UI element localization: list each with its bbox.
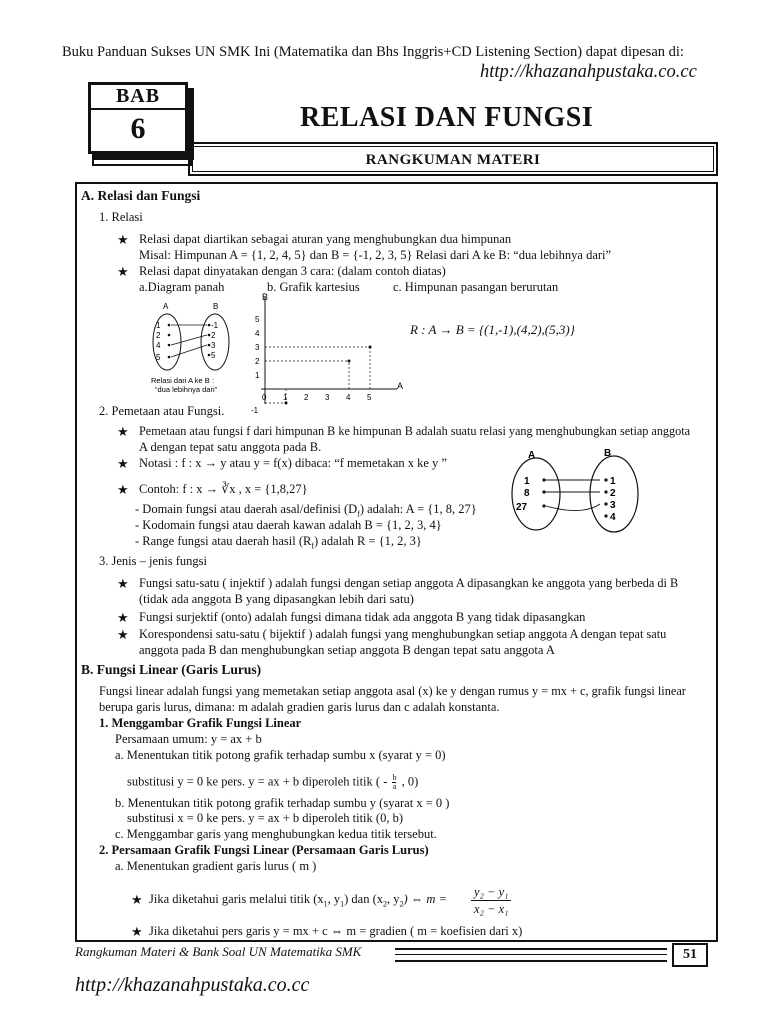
bullet-star: ★ [117, 232, 129, 247]
bullet-star: ★ [131, 892, 143, 907]
chapter-number: 6 [91, 108, 185, 148]
y-tick-label: 1 [255, 371, 260, 380]
jenis-line-4: Korespondensi satu-satu ( bijektif ) adalah fungsi yang menghubungkan setiap anggota A dengan tepat satu [139, 627, 667, 641]
bullet-star: ★ [117, 482, 129, 497]
set-b-element: -1 [211, 321, 219, 330]
set-a-element: 2 [156, 331, 161, 340]
bullet-star: ★ [117, 610, 129, 625]
set-a-element: 4 [156, 341, 161, 350]
set-a-dot [168, 324, 171, 327]
footer-divider [395, 948, 667, 962]
set-a-element: 5 [156, 353, 161, 362]
linear-s2-line-1: a. Menentukan gradient garis lurus ( m ) [115, 859, 317, 873]
x-tick-label: 4 [346, 393, 351, 402]
set-a-dot [542, 504, 545, 507]
footer-text: Rangkuman Materi & Bank Soal UN Matematika SMK [75, 944, 362, 959]
set-b-dot [604, 502, 607, 505]
set-a-element: 1 [524, 476, 530, 487]
set-b-element: 3 [610, 500, 616, 511]
chapter-box [88, 82, 188, 154]
set-b-element: 1 [610, 476, 616, 487]
linear-s2-line-3: Jika diketahui pers garis y = mx + c ⇔ m = gradien ( m = koefisien dari x) [149, 924, 523, 938]
set-b-dot [208, 354, 211, 357]
set-a-label: A [528, 450, 536, 461]
jenis-line-1: Fungsi satu-satu ( injektif ) adalah fungsi dengan setiap anggota A dipasangkan ke anggota yang berbeda di B [139, 576, 679, 590]
relasi-line-1: Relasi dapat diartikan sebagai aturan yang menghubungkan dua himpunan [139, 232, 512, 246]
set-b-dot [208, 334, 211, 337]
set-b-label: B [213, 302, 219, 311]
x-axis-label: A [397, 381, 404, 391]
set-a-ellipse [512, 458, 560, 530]
set-a-element: 8 [524, 488, 530, 499]
linear-s1-line-4: b. Menentukan titik potong grafik terhadap sumbu y (syarat x = 0 ) [115, 796, 450, 810]
pemetaan-line-2: A dengan tepat satu anggota pada B. [139, 440, 322, 454]
pemetaan-title: 2. Pemetaan atau Fungsi. [99, 404, 225, 418]
linear-s2-title: 2. Persamaan Grafik Fungsi Linear (Persamaan Garis Lurus) [99, 843, 429, 857]
x-tick-label: 0 [262, 393, 267, 402]
set-a-label: A [163, 302, 169, 311]
pemetaan-line-5: - Domain fungsi atau daerah asal/definisi $(D_f)$ adalah: A = {1, 8, 27} [135, 502, 477, 519]
linear-s1-title: 1. Menggambar Grafik Fungsi Linear [99, 716, 302, 730]
jenis-title: 3. Jenis – jenis fungsi [99, 554, 207, 568]
diagram-caption-1: Relasi dari A ke B : [151, 376, 214, 385]
diagram-caption-2: “dua lebihnya dari” [155, 385, 218, 394]
linear-s1-line-1: Persamaan umum: y = ax + b [115, 732, 262, 746]
arrow-diagram-1 [137, 297, 247, 397]
y-tick-label: 4 [255, 329, 260, 338]
relasi-line-2: Misal: Himpunan A = {1, 2, 4, 5} dan B = {-1, 2, 3, 5} Relasi dari A ke B: “dua lebihnya dari” [139, 248, 612, 262]
way-b: b. Grafik kartesius [267, 280, 360, 294]
linear-s1-line-3: substitusi y = 0 ke pers. y = ax + b diperoleh titik ( - $\frac{b}{a}$ , 0) [127, 773, 419, 791]
set-a-element: 27 [516, 502, 528, 513]
bullet-star: ★ [117, 264, 129, 279]
data-point [285, 402, 288, 405]
set-b-dot [208, 344, 211, 347]
y-axis-label: B [262, 292, 269, 302]
set-b-element: 5 [211, 351, 216, 360]
cartesian-chart [247, 289, 404, 415]
y-tick-label: 3 [255, 343, 260, 352]
bullet-star: ★ [131, 924, 143, 939]
chapter-box-stand [92, 154, 192, 166]
set-b-element: 3 [211, 341, 216, 350]
pemetaan-line-4: Contoh: f : x → ∛x , x = {1,8,27} [139, 482, 308, 496]
data-point [369, 346, 372, 349]
way-a: a.Diagram panah [139, 280, 225, 294]
set-b-element: 4 [610, 512, 616, 523]
jenis-line-2: (tidak ada anggota B yang dipasangkan lebih dari satu) [139, 592, 414, 606]
content-frame [75, 182, 718, 942]
pemetaan-line-1: Pemetaan atau fungsi f dari himpunan B ke himpunan B adalah suatu relasi yang menghubungkan setiap anggota [139, 424, 691, 438]
way-c: c. Himpunan pasangan berurutan [393, 280, 559, 294]
y-tick-label: 5 [255, 315, 260, 324]
relasi-title: 1. Relasi [99, 210, 143, 224]
set-a-dot [168, 334, 171, 337]
linear-s1-line-5: substitusi x = 0 ke pers. y = ax + b diperoleh titik (0, b) [127, 811, 403, 825]
subtitle: RANGKUMAN MATERI [192, 146, 714, 172]
linear-s1-line-2: a. Menentukan titik potong grafik terhadap sumbu x (syarat y = 0) [115, 748, 446, 762]
set-b-dot [604, 514, 607, 517]
linear-intro-1: Fungsi linear adalah fungsi yang memetakan setiap anggota asal (x) ke y dengan rumus y = mx + c, grafik fungsi linear [99, 684, 686, 698]
x-tick-label: 5 [367, 393, 372, 402]
linear-s2-line-2: Jika diketahui garis melalui titik ($x_1$, $y_1$) dan ($x_2$, $y_2$) ⇔ m = [149, 892, 447, 909]
ordered-pairs: R : A → B = {(1,-1),(4,2),(5,3)} [410, 322, 575, 337]
gradient-fraction: y₂ − y₁ x₂ − x₁ [471, 884, 511, 917]
jenis-line-5: anggota pada B dan menghubungkan setiap anggota B dengan tepat satu anggota A [139, 643, 555, 657]
set-b-label: B [604, 448, 612, 459]
footer-url[interactable]: http://khazanahpustaka.co.cc [75, 974, 310, 996]
arrow-2 [171, 335, 207, 345]
y-tick-label: 2 [255, 357, 260, 366]
set-b-element: 2 [610, 488, 616, 499]
set-b-element: 2 [211, 331, 216, 340]
y-tick-label: -1 [251, 406, 259, 415]
x-tick-label: 1 [283, 393, 288, 402]
pemetaan-line-3: Notasi : f : x → y atau y = f(x) dibaca: “f memetakan x ke y ” [139, 456, 447, 470]
jenis-line-3: Fungsi surjektif (onto) adalah fungsi dimana tidak ada anggota B yang tidak dipasangkan [139, 610, 586, 624]
set-a-element: 1 [156, 321, 161, 330]
arrow-diagram-2 [502, 444, 662, 544]
set-a-dot [168, 356, 171, 359]
bullet-star: ★ [117, 627, 129, 642]
set-b-dot [208, 324, 211, 327]
pemetaan-line-6: - Kodomain fungsi atau daerah kawan adalah B = {1, 2, 3, 4} [135, 518, 442, 532]
bullet-star: ★ [117, 456, 129, 471]
pemetaan-line-7: - Range fungsi atau daerah hasil $(R_f)$ adalah R = {1, 2, 3} [135, 534, 422, 551]
section-a-title: A. Relasi dan Fungsi [81, 188, 201, 203]
data-point [348, 360, 351, 363]
bullet-star: ★ [117, 424, 129, 439]
set-b-dot [604, 490, 607, 493]
header-url[interactable]: http://khazanahpustaka.co.cc [480, 62, 697, 82]
x-tick-label: 3 [325, 393, 330, 402]
set-a-dot [168, 344, 171, 347]
chapter-label: BAB [115, 85, 161, 107]
subtitle-box [188, 142, 718, 176]
x-tick-label: 2 [304, 393, 309, 402]
page-number: 51 [672, 943, 708, 967]
relasi-line-3: Relasi dapat dinyatakan dengan 3 cara: (dalam contoh diatas) [139, 264, 446, 278]
set-b-dot [604, 478, 607, 481]
promo-text: Buku Panduan Sukses UN SMK Ini (Matematika dan Bhs Inggris+CD Listening Section) dapat dipesan di: [62, 44, 684, 60]
linear-intro-2: berupa garis lurus, dimana: m adalah gradien garis lurus dan c adalah konstanta. [99, 700, 500, 714]
page-title: RELASI DAN FUNGSI [300, 102, 594, 133]
section-b-title: B. Fungsi Linear (Garis Lurus) [81, 662, 262, 677]
linear-s1-line-6: c. Menggambar garis yang menghubungkan kedua titik tersebut. [115, 827, 437, 841]
bullet-star: ★ [117, 576, 129, 591]
